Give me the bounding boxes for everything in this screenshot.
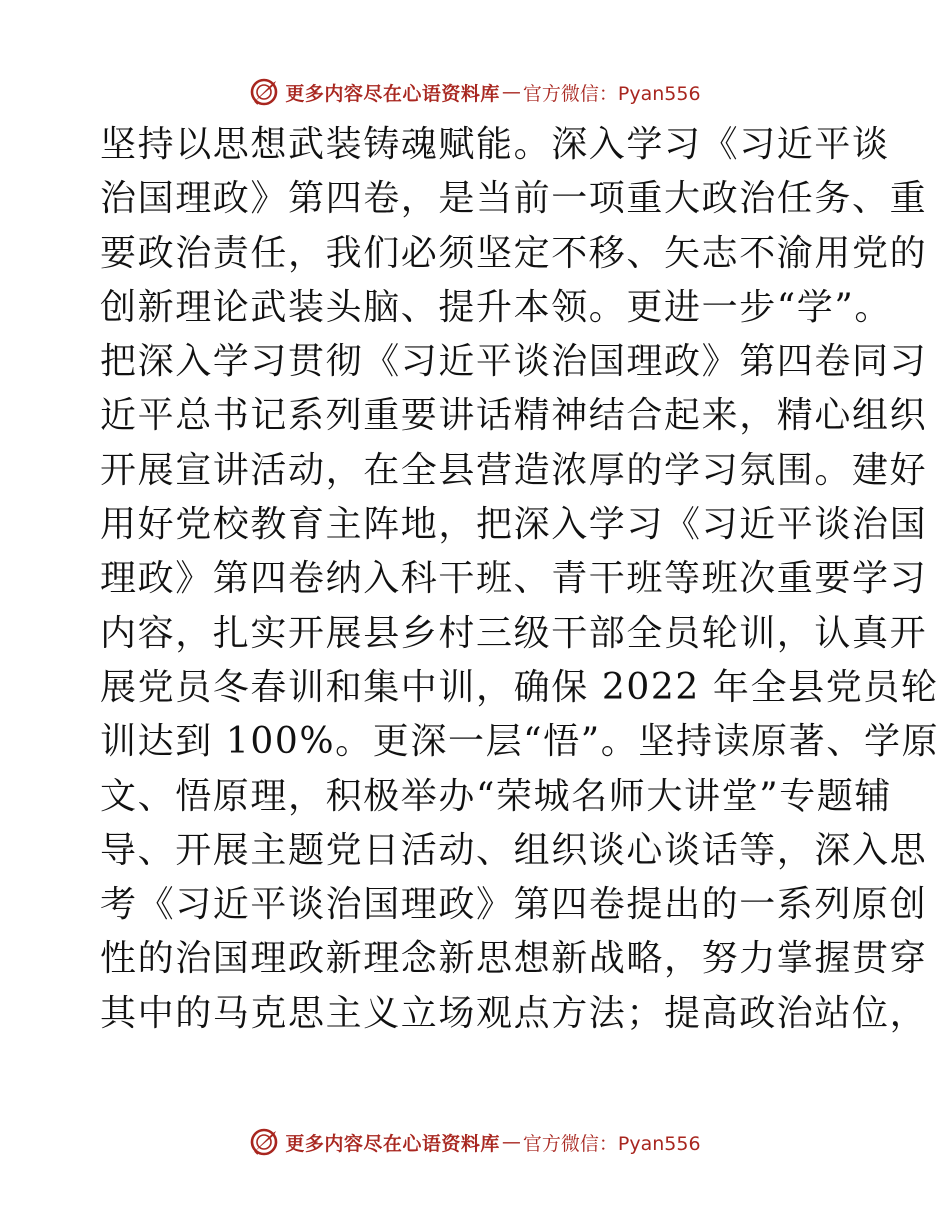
banner-contact: 官方微信：Pyan556 (522, 1132, 701, 1155)
header-banner (0, 72, 950, 112)
footer-banner (0, 1122, 950, 1162)
quill-pen-circle-icon (249, 77, 279, 107)
text-line: 展党员冬春训和集中训，确保 2022 年全县党员轮 (100, 666, 939, 708)
text-line: 创新理论武装头脑、提升本领。更进一步“学”。 (100, 286, 893, 328)
text-line: 治国理政》第四卷，是当前一项重大政治任务、重 (100, 178, 928, 220)
text-line: 坚持以思想武装铸魂赋能。深入学习《习近平谈 (100, 124, 890, 165)
banner-separator: — (501, 81, 521, 103)
text-line: 文、悟原理，积极举办“荣城名师大讲堂”专题辅 (100, 775, 893, 817)
text-line: 导、开展主题党日活动、组织谈心谈话等，深入思 (100, 829, 928, 871)
text-line: 要政治责任，我们必须坚定不移、矢志不渝用党的 (100, 232, 928, 274)
quill-pen-circle-icon (249, 1127, 279, 1157)
text-line: 性的治国理政新理念新思想新战略，努力掌握贯穿 (100, 938, 928, 980)
banner-slogan: 更多内容尽在心语资料库 (285, 1132, 500, 1155)
document-body (100, 118, 940, 1041)
banner-slogan: 更多内容尽在心语资料库 (285, 82, 500, 105)
text-line: 训达到 100%。更深一层“悟”。坚持读原著、学原 (100, 721, 940, 763)
text-line: 用好党校教育主阵地，把深入学习《习近平谈治国 (100, 504, 928, 546)
text-line: 考《习近平谈治国理政》第四卷提出的一系列原创 (100, 884, 928, 926)
text-line: 理政》第四卷纳入科干班、青干班等班次重要学习 (100, 558, 928, 600)
text-line: 开展宣讲活动，在全县营造浓厚的学习氛围。建好 (100, 449, 928, 491)
text-line: 其中的马克思主义立场观点方法；提高政治站位， (100, 992, 928, 1034)
text-line: 把深入学习贯彻《习近平谈治国理政》第四卷同习 (100, 341, 928, 383)
text-line: 近平总书记系列重要讲话精神结合起来，精心组织 (100, 395, 928, 437)
banner-contact: 官方微信：Pyan556 (522, 82, 701, 105)
banner-separator: — (501, 1131, 521, 1153)
text-line: 内容，扎实开展县乡村三级干部全员轮训，认真开 (100, 612, 928, 654)
